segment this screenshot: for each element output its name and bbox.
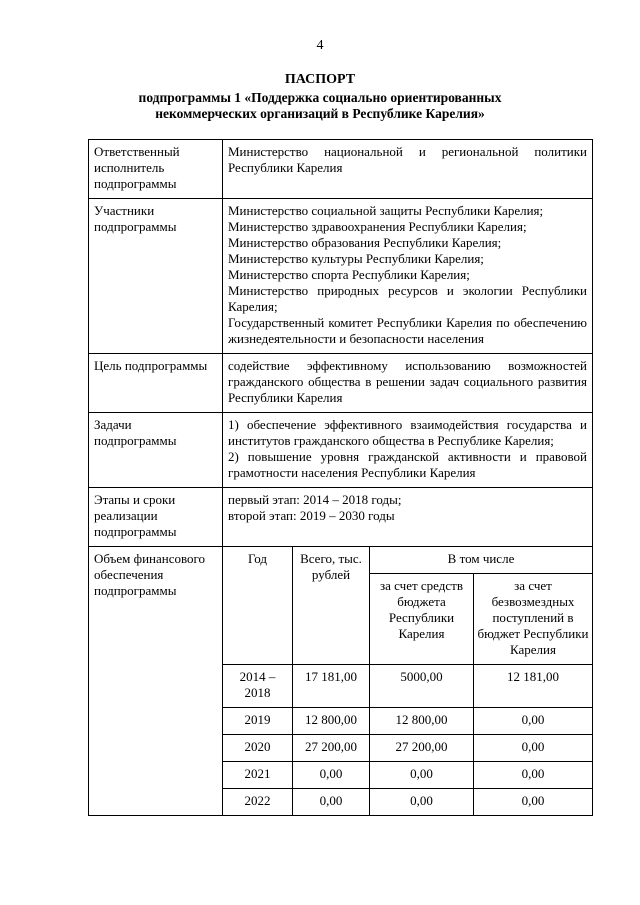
financing-cell <box>223 547 593 816</box>
cell-budget: 12 800,00 <box>370 708 474 735</box>
label-financing: Объем финансового обеспечения подпрограммы <box>89 547 223 816</box>
passport-table <box>88 139 593 816</box>
cell-year: 2020 <box>223 735 293 762</box>
document-title <box>60 72 580 122</box>
value-participants <box>223 199 593 354</box>
value-tasks <box>223 413 593 488</box>
value-goal: содействие эффективному использованию возможностей гражданского общества в решении задач социального развития Республики Карелия <box>223 354 593 413</box>
header-year: Год <box>223 547 293 665</box>
label-tasks: Задачи подпрограммы <box>89 413 223 488</box>
cell-budget: 0,00 <box>370 789 474 816</box>
participant-item: Министерство спорта Республики Карелия; <box>228 267 470 282</box>
page-number: 4 <box>316 38 324 53</box>
participant-item: Министерство природных ресурсов и экологии Республики Карелия; <box>228 283 587 314</box>
stage-item: первый этап: 2014 – 2018 годы; <box>228 492 402 507</box>
cell-total: 27 200,00 <box>293 735 370 762</box>
participant-item: Министерство образования Республики Карелия; <box>228 235 502 250</box>
financing-row <box>223 762 592 789</box>
cell-year: 2021 <box>223 762 293 789</box>
cell-budget: 5000,00 <box>370 665 474 708</box>
cell-grants: 0,00 <box>474 762 593 789</box>
header-including: В том числе <box>370 547 593 574</box>
header-grants: за счет безвозмездных поступлений в бюджет Республики Карелия <box>474 574 593 665</box>
header-budget: за счет средств бюджета Республики Карелия <box>370 574 474 665</box>
cell-total: 0,00 <box>293 789 370 816</box>
task-item: 1) обеспечение эффективного взаимодействия государства и институтов гражданского общества в Республике Карелия; <box>228 417 587 448</box>
cell-total: 17 181,00 <box>293 665 370 708</box>
participant-item: Министерство социальной защиты Республики Карелия; <box>228 203 544 218</box>
label-responsible: Ответственный исполнитель подпрограммы <box>89 140 223 199</box>
title-subprogram-line1: подпрограммы 1 «Поддержка социально ориентированных <box>138 90 502 105</box>
cell-grants: 12 181,00 <box>474 665 593 708</box>
label-participants: Участники подпрограммы <box>89 199 223 354</box>
cell-year: 2014 – 2018 <box>223 665 293 708</box>
cell-budget: 27 200,00 <box>370 735 474 762</box>
row-participants <box>89 199 593 354</box>
financing-row <box>223 735 592 762</box>
financing-table <box>223 547 592 815</box>
participant-item: Министерство культуры Республики Карелия; <box>228 251 484 266</box>
row-goal <box>89 354 593 413</box>
financing-row <box>223 708 592 735</box>
row-stages <box>89 488 593 547</box>
title-passport: ПАСПОРТ <box>284 72 356 87</box>
financing-header-row <box>223 547 592 574</box>
label-stages: Этапы и сроки реализации подпрограммы <box>89 488 223 547</box>
cell-total: 12 800,00 <box>293 708 370 735</box>
value-stages <box>223 488 593 547</box>
participant-item: Министерство здравоохранения Республики Карелия; <box>228 219 527 234</box>
cell-year: 2022 <box>223 789 293 816</box>
financing-row <box>223 665 592 708</box>
cell-grants: 0,00 <box>474 789 593 816</box>
row-financing <box>89 547 593 816</box>
task-item: 2) повышение уровня гражданской активности и правовой грамотности населения Республики Карелия <box>228 449 587 480</box>
cell-grants: 0,00 <box>474 708 593 735</box>
participant-item: Государственный комитет Республики Карелия по обеспечению жизнедеятельности и безопасности населения <box>228 315 587 346</box>
financing-row <box>223 789 592 816</box>
stage-item: второй этап: 2019 – 2030 годы <box>228 508 395 523</box>
cell-total: 0,00 <box>293 762 370 789</box>
title-subprogram-line2: некоммерческих организаций в Республике Карелия» <box>155 106 485 121</box>
cell-year: 2019 <box>223 708 293 735</box>
value-responsible: Министерство национальной и региональной политики Республики Карелия <box>223 140 593 199</box>
cell-grants: 0,00 <box>474 735 593 762</box>
cell-budget: 0,00 <box>370 762 474 789</box>
label-goal: Цель подпрограммы <box>89 354 223 413</box>
header-total: Всего, тыс. рублей <box>293 547 370 665</box>
row-tasks <box>89 413 593 488</box>
row-responsible <box>89 140 593 199</box>
